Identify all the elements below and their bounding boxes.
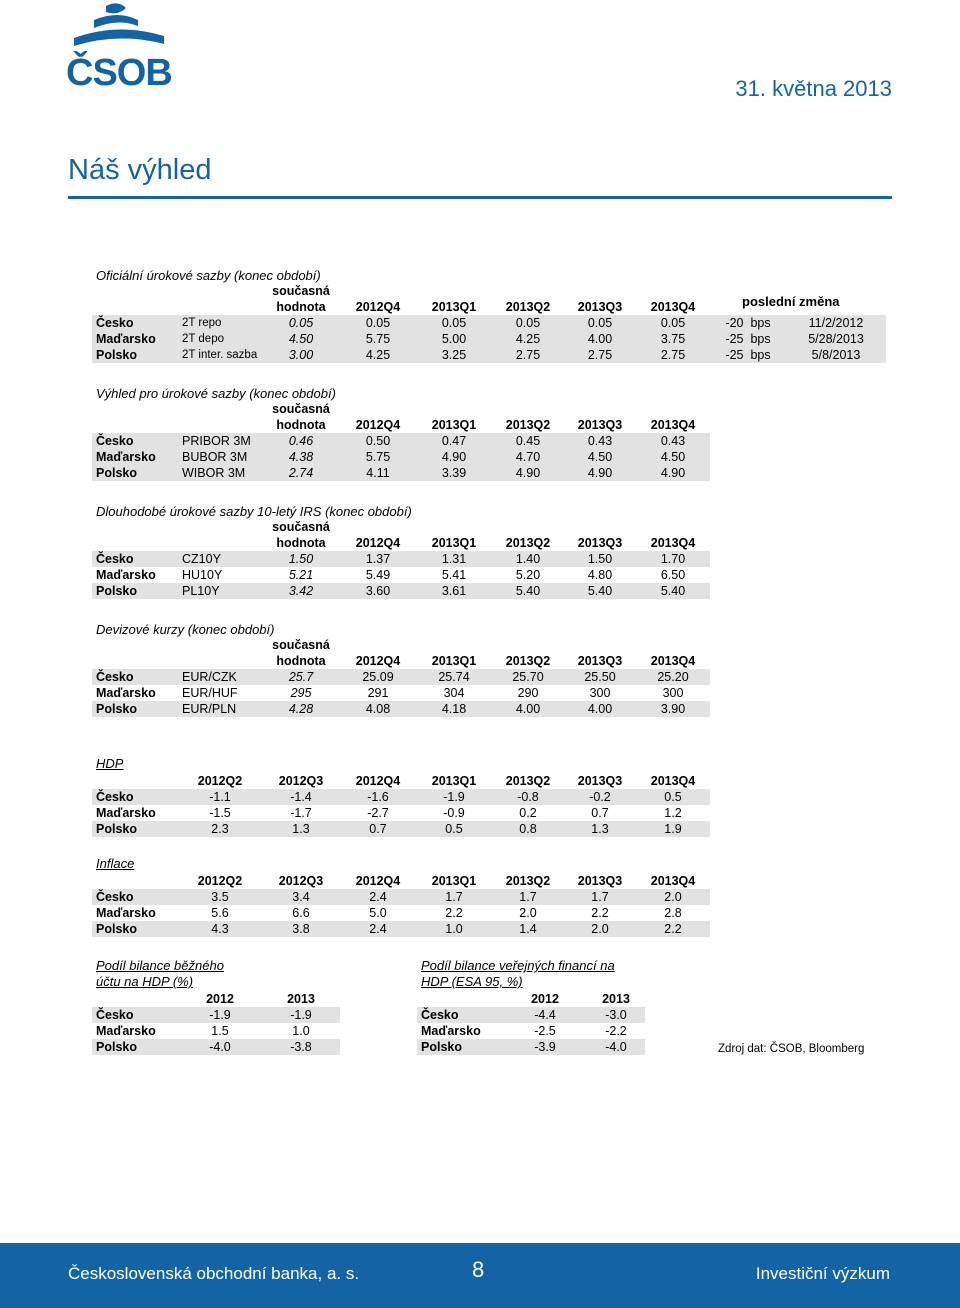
col-header: 2013Q2 [505, 535, 551, 550]
fx-table [92, 638, 710, 717]
table-row [417, 1007, 645, 1023]
cell: -4.4 [503, 1007, 587, 1023]
cell: 3.39 [416, 465, 492, 481]
current-value: 1.50 [262, 551, 340, 567]
page-number: 8 [472, 1257, 485, 1282]
col-header: 2013Q1 [431, 417, 477, 432]
cell: -3.0 [587, 1007, 645, 1023]
cell: 0.7 [340, 821, 416, 837]
cell: 0.05 [636, 315, 710, 331]
inflation-table [92, 872, 710, 937]
cell: -3.9 [503, 1039, 587, 1055]
cell: 0.05 [564, 315, 636, 331]
col-header: 2013Q4 [650, 417, 696, 432]
cell: 25.74 [416, 669, 492, 685]
col-header: 2013Q2 [505, 417, 551, 432]
table-row [92, 1023, 340, 1039]
col-header: 2012 [531, 991, 559, 1006]
current-value: 5.21 [288, 568, 314, 582]
cell: 2.0 [519, 906, 537, 920]
country: Česko [92, 669, 178, 685]
table-row [92, 905, 710, 921]
col-header: 2013Q4 [650, 773, 696, 788]
cell: 0.8 [492, 821, 564, 837]
cell: -2.5 [534, 1024, 556, 1038]
col-header: 2013Q2 [505, 773, 551, 788]
col-current-1: současná [272, 402, 330, 416]
cell: 1.40 [492, 551, 564, 567]
cell: 4.90 [416, 449, 492, 465]
col-header: 2013Q4 [650, 873, 696, 888]
col-header: 2013Q3 [577, 653, 623, 668]
title-divider [68, 196, 892, 199]
cell: 4.11 [340, 465, 416, 481]
table-row [92, 433, 710, 449]
cell: 4.70 [492, 449, 564, 465]
cell: -4.0 [178, 1039, 262, 1055]
cell: 3.25 [416, 347, 492, 363]
cell: 4.90 [564, 465, 636, 481]
logo-text: ČSOB [66, 52, 172, 94]
change-date: 5/28/2013 [786, 331, 886, 347]
change-unit: bps [750, 348, 771, 362]
instrument: BUBOR 3M [178, 449, 262, 465]
cell: 300 [589, 686, 611, 700]
current-account-title-1: Podíl bilance běžného [96, 958, 224, 973]
col-header: 2012Q4 [355, 299, 401, 314]
current-value: 25.7 [262, 669, 340, 685]
cell: 3.61 [416, 583, 492, 599]
country: Polsko [92, 465, 178, 481]
cell: 5.40 [492, 583, 564, 599]
cell: 4.25 [492, 331, 564, 347]
current-value: 3.42 [262, 583, 340, 599]
cell: 5.40 [564, 583, 636, 599]
col-header: 2013Q2 [505, 299, 551, 314]
irs-title: Dlouhodobé úrokové sazby 10-letý IRS (konec období) [96, 504, 412, 519]
cell: 0.5 [636, 789, 710, 805]
col-current-1: současná [272, 638, 330, 652]
gdp-title: HDP [96, 756, 124, 771]
last-change [710, 347, 786, 363]
country: Maďarsko [96, 806, 156, 820]
cell: 4.90 [636, 465, 710, 481]
public-finance-title-1: Podíl bilance veřejných financí na [421, 958, 615, 973]
table-row [92, 551, 710, 567]
table-row [92, 701, 710, 717]
col-header: 2013Q3 [577, 417, 623, 432]
col-header: 2013Q3 [577, 873, 623, 888]
cell: 0.05 [492, 315, 564, 331]
cell: 3.75 [636, 331, 710, 347]
country: Česko [92, 551, 178, 567]
cell: 2.4 [340, 889, 416, 905]
col-header: 2013Q4 [650, 653, 696, 668]
cell: 2.2 [591, 906, 609, 920]
fx-title: Devizové kurzy (konec období) [96, 622, 275, 637]
current-value: 0.46 [262, 433, 340, 449]
col-header: 2012Q3 [278, 773, 324, 788]
cell: -1.4 [262, 789, 340, 805]
cell: 0.05 [416, 315, 492, 331]
table-row [92, 347, 886, 363]
cell: 5.40 [636, 583, 710, 599]
country: Maďarsko [92, 331, 178, 347]
cell: 2.8 [664, 906, 682, 920]
cell: -3.8 [262, 1039, 340, 1055]
country: Maďarsko [96, 1024, 156, 1038]
cell: 6.6 [292, 906, 310, 920]
cell: 0.43 [564, 433, 636, 449]
cell: -1.5 [209, 806, 231, 820]
cell: 1.5 [211, 1024, 229, 1038]
cell: -1.1 [178, 789, 262, 805]
country: Česko [417, 1007, 503, 1023]
col-header: 2012Q4 [355, 653, 401, 668]
current-value: 2.74 [262, 465, 340, 481]
cell: 1.70 [636, 551, 710, 567]
cell: -1.9 [178, 1007, 262, 1023]
country: Česko [92, 315, 178, 331]
col-header: 2012Q2 [197, 873, 243, 888]
country: Česko [92, 889, 178, 905]
cell: 0.50 [340, 433, 416, 449]
country: Polsko [92, 821, 178, 837]
irs-table [92, 520, 710, 599]
col-current-2: hodnota [276, 653, 326, 668]
cell: 2.4 [340, 921, 416, 937]
instrument: WIBOR 3M [178, 465, 262, 481]
country: Polsko [92, 347, 178, 363]
country: Polsko [92, 583, 178, 599]
change-unit: bps [750, 316, 771, 330]
cell: -0.2 [564, 789, 636, 805]
col-header: 2013 [602, 991, 630, 1006]
official-rates-title: Oficiální úrokové sazby (konec období) [96, 268, 321, 283]
country: Česko [92, 789, 178, 805]
footer-department: Investiční výzkum [755, 1264, 890, 1283]
col-header: 2013 [287, 991, 315, 1006]
cell: 3.60 [340, 583, 416, 599]
current-account-title-2: účtu na HDP (%) [96, 974, 194, 989]
instrument: HU10Y [182, 568, 223, 582]
col-current-2: hodnota [276, 299, 326, 314]
col-header: 2013Q1 [431, 773, 477, 788]
cell: -4.0 [587, 1039, 645, 1055]
inflation-title: Inflace [96, 856, 135, 871]
country: Maďarsko [96, 906, 156, 920]
cell: 4.90 [492, 465, 564, 481]
current-value: 0.05 [262, 315, 340, 331]
cell: -1.6 [340, 789, 416, 805]
instrument: EUR/CZK [178, 669, 262, 685]
cell: 1.9 [636, 821, 710, 837]
table-row [92, 567, 710, 583]
cell: 0.45 [492, 433, 564, 449]
cell: 2.0 [564, 921, 636, 937]
cell: 1.0 [292, 1024, 310, 1038]
col-header: 2012Q4 [355, 773, 401, 788]
cell: 4.50 [636, 449, 710, 465]
current-value: 3.00 [262, 347, 340, 363]
cell: 6.50 [660, 568, 686, 582]
col-header: 2013Q3 [577, 299, 623, 314]
cell: 1.4 [492, 921, 564, 937]
cell: 1.7 [564, 889, 636, 905]
instrument: 2T inter. sazba [178, 347, 262, 363]
cell: 2.2 [636, 921, 710, 937]
change-value: -25 [725, 348, 744, 362]
csob-logo [66, 2, 172, 94]
cell: 3.90 [636, 701, 710, 717]
col-header: 2012Q3 [278, 873, 324, 888]
table-row [92, 685, 710, 701]
cell: 5.41 [441, 568, 467, 582]
instrument: 2T depo [178, 331, 262, 347]
country: Maďarsko [96, 568, 156, 582]
cell: 2.75 [636, 347, 710, 363]
cell: 4.00 [564, 331, 636, 347]
col-header: 2012Q4 [355, 535, 401, 550]
table-row [417, 1039, 645, 1055]
cell: 0.47 [416, 433, 492, 449]
country: Polsko [92, 1039, 178, 1055]
cell: 3.4 [262, 889, 340, 905]
instrument: PL10Y [178, 583, 262, 599]
cell: 1.3 [262, 821, 340, 837]
cell: 0.7 [591, 806, 609, 820]
cell: 0.43 [636, 433, 710, 449]
country: Česko [92, 433, 178, 449]
cell: 4.80 [587, 568, 613, 582]
cell: 1.7 [416, 889, 492, 905]
table-row [92, 805, 710, 821]
col-header: 2012Q2 [197, 773, 243, 788]
col-current-2: hodnota [276, 535, 326, 550]
col-header: 2013Q1 [431, 535, 477, 550]
instrument: CZ10Y [178, 551, 262, 567]
col-current-2: hodnota [276, 417, 326, 432]
logo-wave-icon [66, 2, 172, 58]
col-header: 2013Q1 [431, 653, 477, 668]
last-change-header: poslední změna [742, 294, 840, 309]
table-row [92, 449, 710, 465]
change-value: -20 [725, 316, 744, 330]
cell: 5.00 [416, 331, 492, 347]
col-header: 2013Q1 [431, 873, 477, 888]
cell: -0.8 [492, 789, 564, 805]
cell: 290 [517, 686, 539, 700]
country: Česko [92, 1007, 178, 1023]
report-date: 31. května 2013 [735, 76, 892, 101]
table-row [92, 789, 710, 805]
cell: 1.31 [416, 551, 492, 567]
country: Polsko [417, 1039, 503, 1055]
cell: 4.25 [340, 347, 416, 363]
cell: 300 [662, 686, 684, 700]
cell: 3.8 [262, 921, 340, 937]
col-header: 2013Q2 [505, 873, 551, 888]
cell: 1.7 [492, 889, 564, 905]
col-header: 2012Q4 [355, 417, 401, 432]
cell: 1.3 [564, 821, 636, 837]
cell: 5.49 [365, 568, 391, 582]
current-value: 4.28 [262, 701, 340, 717]
col-header: 2012Q4 [355, 873, 401, 888]
cell: 0.05 [340, 315, 416, 331]
footer-company: Československá obchodní banka, a. s. [68, 1264, 360, 1283]
public-finance-title-2: HDP (ESA 95, %) [421, 974, 523, 989]
cell: 1.0 [416, 921, 492, 937]
cell: 4.00 [492, 701, 564, 717]
col-header: 2012 [206, 991, 234, 1006]
cell: 4.00 [564, 701, 636, 717]
cell: 1.50 [564, 551, 636, 567]
cell: 1.2 [664, 806, 682, 820]
official-rates-table [92, 284, 886, 363]
current-value: 4.38 [262, 449, 340, 465]
cell: -2.2 [605, 1024, 627, 1038]
gdp-table [92, 772, 710, 837]
table-row [92, 821, 710, 837]
country: Maďarsko [96, 686, 156, 700]
col-header: 2013Q3 [577, 535, 623, 550]
col-current-1: současná [272, 520, 330, 534]
col-header: 2013Q4 [650, 535, 696, 550]
last-change [710, 331, 786, 347]
page-title: Náš výhled [68, 154, 212, 186]
cell: 25.50 [564, 669, 636, 685]
country: Polsko [92, 701, 178, 717]
cell: 4.18 [416, 701, 492, 717]
cell: 5.75 [340, 331, 416, 347]
table-row [92, 315, 886, 331]
change-date: 11/2/2012 [786, 315, 886, 331]
table-row [92, 1039, 340, 1055]
table-row [92, 669, 710, 685]
cell: 0.5 [416, 821, 492, 837]
cell: 2.2 [445, 906, 463, 920]
instrument: EUR/PLN [178, 701, 262, 717]
table-row [417, 1023, 645, 1039]
last-change [710, 315, 786, 331]
instrument: PRIBOR 3M [178, 433, 262, 449]
country: Maďarsko [92, 449, 178, 465]
col-current-1: současná [272, 284, 330, 298]
current-value: 4.50 [262, 331, 340, 347]
cell: 291 [367, 686, 389, 700]
data-source: Zdroj dat: ČSOB, Bloomberg [718, 1043, 865, 1055]
cell: 2.3 [178, 821, 262, 837]
instrument: 2T repo [178, 315, 262, 331]
col-header: 2013Q2 [505, 653, 551, 668]
change-value: -25 [725, 332, 744, 346]
table-row [92, 889, 710, 905]
cell: 4.08 [340, 701, 416, 717]
cell: 5.75 [340, 449, 416, 465]
cell: 4.50 [564, 449, 636, 465]
col-header: 2013Q3 [577, 773, 623, 788]
cell: 25.70 [492, 669, 564, 685]
cell: -1.9 [416, 789, 492, 805]
table-row [92, 921, 710, 937]
cell: 304 [443, 686, 465, 700]
change-unit: bps [750, 332, 771, 346]
cell: -1.7 [290, 806, 312, 820]
cell: 3.5 [178, 889, 262, 905]
cell: 25.09 [340, 669, 416, 685]
current-value: 295 [290, 686, 312, 700]
cell: -0.9 [443, 806, 465, 820]
country: Maďarsko [421, 1024, 481, 1038]
cell: 5.20 [515, 568, 541, 582]
change-date: 5/8/2013 [786, 347, 886, 363]
rate-outlook-table [92, 402, 710, 481]
current-account-table [92, 990, 340, 1055]
cell: 2.0 [636, 889, 710, 905]
table-row [92, 1007, 340, 1023]
cell: 5.0 [369, 906, 387, 920]
public-finance-table [417, 990, 645, 1055]
table-row [92, 331, 886, 347]
col-header: 2013Q4 [650, 299, 696, 314]
cell: 1.37 [340, 551, 416, 567]
footer-bar [0, 1243, 960, 1308]
col-header: 2013Q1 [431, 299, 477, 314]
table-row [92, 465, 710, 481]
cell: -2.7 [367, 806, 389, 820]
cell: 2.75 [492, 347, 564, 363]
cell: 0.2 [519, 806, 537, 820]
table-row [92, 583, 710, 599]
country: Polsko [92, 921, 178, 937]
cell: -1.9 [262, 1007, 340, 1023]
cell: 25.20 [636, 669, 710, 685]
instrument: EUR/HUF [182, 686, 238, 700]
rate-outlook-title: Výhled pro úrokové sazby (konec období) [96, 386, 336, 401]
cell: 5.6 [211, 906, 229, 920]
cell: 2.75 [564, 347, 636, 363]
cell: 4.3 [178, 921, 262, 937]
